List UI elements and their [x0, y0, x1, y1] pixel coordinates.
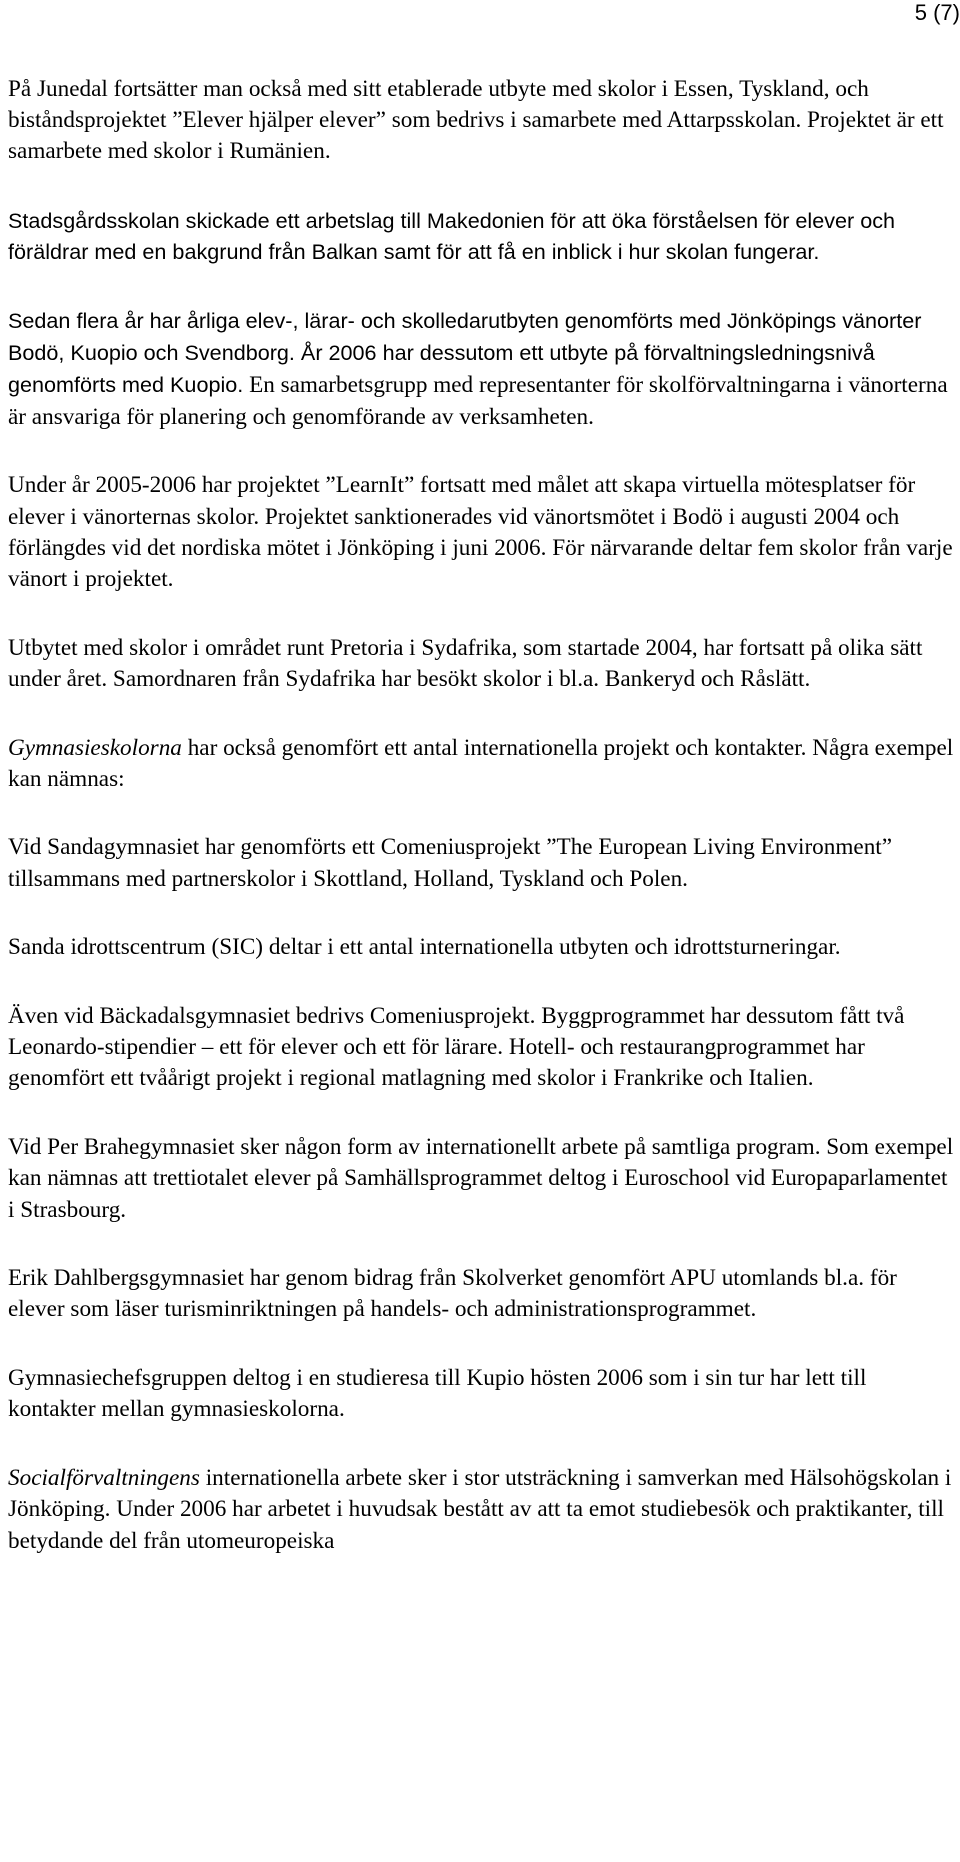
paragraph-gymnasiechefsgruppen: Gymnasiechefsgruppen deltog i en studieresa till Kupio hösten 2006 som i sin tur har lett till kontakter mellan gymnasieskolorna.	[8, 1365, 867, 1423]
paragraph-backadalsgymnasiet: Även vid Bäckadalsgymnasiet bedrivs Comeniusprojekt. Byggprogrammet har dessutom fått två Leonardo-stipendier – ett för elever och ett för lärare. Hotell- och restaurangprogrammet har genomfört ett tvåårigt projekt i regional matlagning med skolor i Frankrike och Italien.	[8, 1003, 905, 1092]
paragraph-pretoria: Utbytet med skolor i området runt Pretoria i Sydafrika, som startade 2004, har fortsatt på olika sätt under året. Samordnaren från Sydafrika har besökt skolor i bl.a. Bankeryd och Råslätt.	[8, 634, 923, 692]
document-body	[8, 74, 954, 1557]
paragraph-stadsgardsskolan: Stadsgårdsskolan skickade ett arbetslag till Makedonien för att öka förståelsen för elever och föräldrar med en bakgrund från Balkan samt för att få en inblick i hur skolan fungerar.	[8, 208, 896, 265]
paragraph-per-brahegymnasiet: Vid Per Brahegymnasiet sker någon form av internationellt arbete på samtliga program. Som exempel kan nämnas att trettiotalet elever på Samhällsprogrammet deltog i Euroschool vid Europaparlamentet i Strasbourg.	[8, 1134, 954, 1223]
paragraph-socialforvaltningen	[8, 1463, 954, 1557]
socialforvaltningens-rest: internationella arbete sker i stor utsträckning i samverkan med Hälsohögskolan i Jönköping. Under 2006 har arbetet i huvudsak bestått av att ta emot studiebesök och praktikanter, till betydande del från utomeuropeiska	[8, 1465, 952, 1554]
paragraph-erik-dahlbergsgymnasiet: Erik Dahlbergsgymnasiet har genom bidrag från Skolverket genomfört APU utomlands bl.a. för elever som läser turisminriktningen på handels- och administrationsprogrammet.	[8, 1265, 897, 1323]
page-number: 5 (7)	[914, 0, 960, 25]
paragraph-vanorter-part3: En samarbetsgrupp med representanter för skolförvaltningarna i vänorterna är ansvariga för planering och genomförande av verksamheten.	[8, 372, 948, 430]
paragraph-gymnasieskolorna	[8, 733, 954, 795]
paragraph-sanda-idrottscentrum: Sanda idrottscentrum (SIC) deltar i ett antal internationella utbyten och idrottsturneringar.	[8, 934, 841, 961]
paragraph-junedal: På Junedal fortsätter man också med sitt etablerade utbyte med skolor i Essen, Tyskland, och biståndsprojektet ”Elever hjälper elever” som bedrivs i samarbete med Attarpsskolan. Projektet är ett samarbete med skolor i Rumänien.	[8, 76, 944, 165]
gymnasieskolorna-rest: har också genomfört ett antal internationella projekt och kontakter. Några exempel kan nämnas:	[8, 734, 954, 792]
paragraph-sandagymnasiet: Vid Sandagymnasiet har genomförts ett Comeniusprojekt ”The European Living Environment” tillsammans med partnerskolor i Skottland, Holland, Tyskland och Polen.	[8, 834, 893, 892]
socialforvaltningens-italic: Socialförvaltningens	[8, 1465, 200, 1492]
paragraph-vanorter-part2: År 2006 har dessutom ett utbyte på förvaltningsledningsnivå genomförts med Kuopio.	[8, 340, 875, 398]
gymnasieskolorna-italic: Gymnasieskolorna	[8, 734, 182, 761]
paragraph-learnit: Under år 2005-2006 har projektet ”LearnIt” fortsatt med målet att skapa virtuella mötesplatser för elever i vänorternas skolor. Projektet sanktionerades vid vänortsmötet i Bodö i augusti 2004 och förlängdes vid det nordiska mötet i Jönköping i juni 2006. För närvarande deltar fem skolor från varje vänort i projektet.	[8, 472, 953, 592]
paragraph-vanorter	[8, 305, 954, 433]
paragraph-vanorter-part1: Sedan flera år har årliga elev-, lärar- och skolledarutbyten genomförts med Jönköpings vänorter Bodö, Kuopio och Svendborg.	[8, 308, 922, 366]
